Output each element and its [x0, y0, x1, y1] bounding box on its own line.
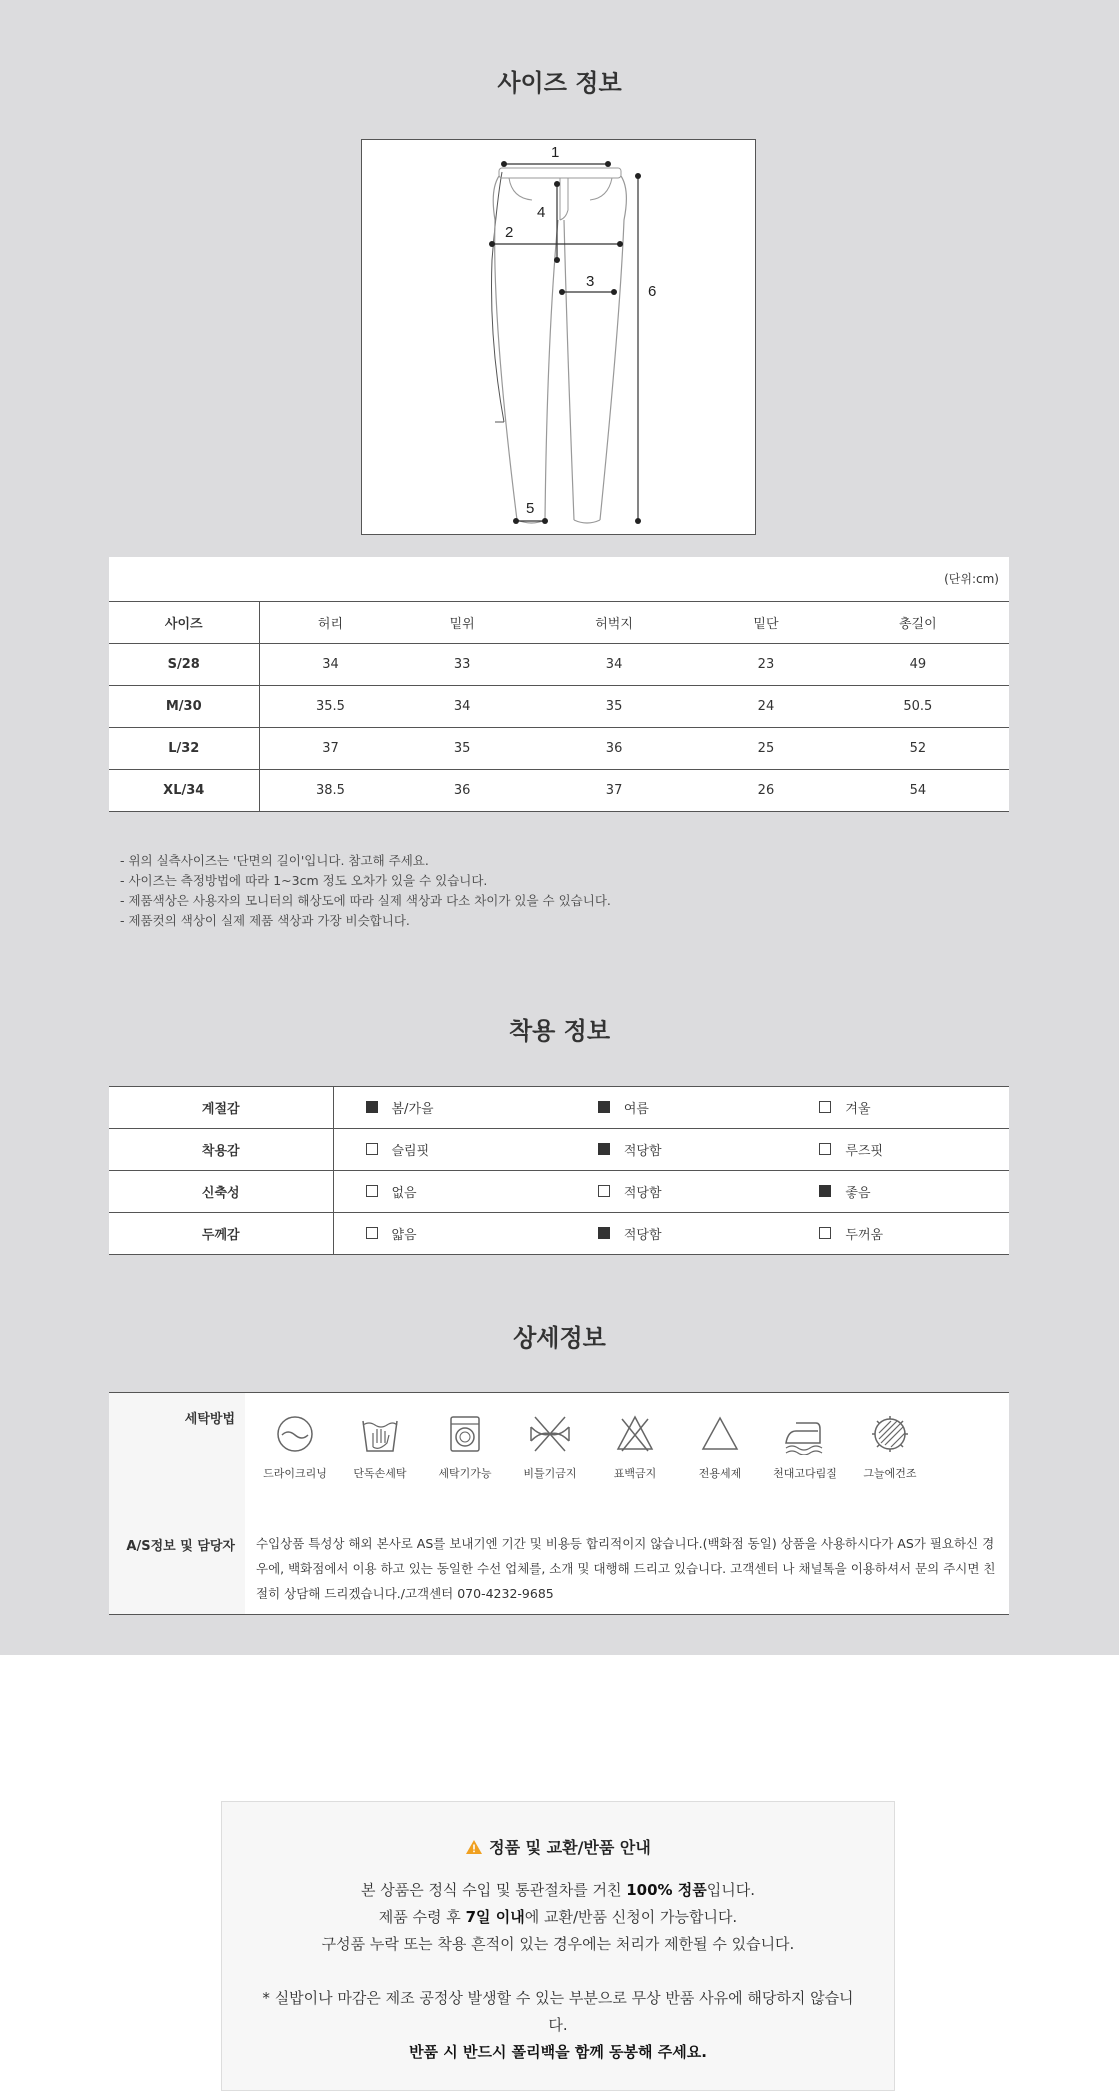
notice-text: 본 상품은 정식 수입 및 통관절차를 거친 [360, 1881, 627, 1899]
fit-row [109, 1129, 1009, 1171]
table-cell: 37 [523, 769, 705, 811]
table-cell: 35 [523, 685, 705, 727]
table-cell: L/32 [109, 727, 259, 769]
fit-option-item [819, 1140, 883, 1159]
measure-label-4: 4 [537, 204, 546, 221]
fit-option-label: 없음 [391, 1185, 417, 1201]
fit-option-item [366, 1224, 417, 1243]
size-section-title: 사이즈 정보 [497, 69, 622, 97]
fit-option-item [598, 1140, 662, 1159]
table-cell: 24 [705, 685, 827, 727]
fit-option [333, 1087, 566, 1129]
table-header: 허벅지 [523, 601, 705, 643]
table-cell: 33 [401, 643, 523, 685]
wash-icon-item [845, 1413, 935, 1481]
table-cell: 36 [401, 769, 523, 811]
table-row [109, 769, 1009, 811]
notice-line-5: 다. [548, 2016, 568, 2034]
notice-line-2 [222, 1906, 894, 1927]
detail-info-box [109, 1392, 1009, 1615]
fit-label: 계절감 [109, 1087, 333, 1129]
table-cell: 37 [259, 727, 401, 769]
fit-option-item [598, 1182, 662, 1201]
iron-icon [782, 1413, 828, 1455]
wash-icon-item [590, 1413, 680, 1481]
wash-icon-caption: 표백금지 [613, 1467, 657, 1480]
measure-label-2: 2 [505, 224, 514, 241]
hand-wash-icon [359, 1413, 401, 1455]
unchecked-box-icon [819, 1143, 831, 1155]
fit-option [333, 1129, 566, 1171]
shade-dry-icon [869, 1413, 911, 1455]
fit-option-label: 겨울 [845, 1101, 871, 1117]
fit-option [566, 1213, 788, 1255]
table-cell: 23 [705, 643, 827, 685]
table-cell: 26 [705, 769, 827, 811]
measure-label-3: 3 [586, 273, 595, 290]
size-table [109, 557, 1009, 812]
wash-method-label: 세탁방법 [184, 1412, 235, 1427]
unchecked-box-icon [366, 1143, 378, 1155]
checked-box-icon [366, 1101, 378, 1113]
checked-box-icon [598, 1143, 610, 1155]
unchecked-box-icon [366, 1227, 378, 1239]
table-cell: XL/34 [109, 769, 259, 811]
fit-option [787, 1213, 1009, 1255]
unchecked-box-icon [819, 1227, 831, 1239]
unchecked-box-icon [598, 1185, 610, 1197]
table-cell: S/28 [109, 643, 259, 685]
note-line: - 사이즈는 측정방법에 따라 1~3cm 정도 오차가 있을 수 있습니다. [120, 873, 488, 888]
wash-icon-caption: 그늘에건조 [863, 1467, 917, 1480]
return-notice-box [221, 1801, 895, 2091]
fit-option [787, 1129, 1009, 1171]
table-row [109, 643, 1009, 685]
table-cell: 34 [523, 643, 705, 685]
table-row [109, 685, 1009, 727]
table-header: 사이즈 [109, 601, 259, 643]
table-header: 총길이 [827, 601, 1009, 643]
washing-machine-icon [444, 1413, 486, 1455]
fit-option [333, 1171, 566, 1213]
table-row [109, 727, 1009, 769]
fit-row [109, 1213, 1009, 1255]
wash-icon-caption: 천대고다림질 [773, 1467, 837, 1480]
fit-table [109, 1086, 1009, 1255]
fit-option [566, 1171, 788, 1213]
fit-option-item [819, 1098, 870, 1117]
as-info-label: A/S정보 및 담당자 [126, 1539, 235, 1554]
table-cell: 34 [259, 643, 401, 685]
wash-icon-item [675, 1413, 765, 1481]
fit-section-title: 착용 정보 [508, 1017, 611, 1045]
table-cell: 49 [827, 643, 1009, 685]
note-line: - 위의 실측사이즈는 '단면의 길이'입니다. 참고해 주세요. [120, 853, 429, 868]
fit-label: 착용감 [109, 1129, 333, 1171]
size-notes [120, 851, 611, 931]
table-cell: 35 [401, 727, 523, 769]
fit-option-label: 적당함 [623, 1227, 662, 1243]
fit-row [109, 1171, 1009, 1213]
fit-option-item [366, 1140, 430, 1159]
table-header-row [109, 601, 1009, 643]
fit-option-item [598, 1098, 649, 1117]
fit-option [566, 1129, 788, 1171]
notice-text: 입니다. [706, 1881, 755, 1899]
fit-option [333, 1213, 566, 1255]
fit-option-label: 적당함 [623, 1185, 662, 1201]
warning-icon [465, 1839, 483, 1855]
notice-bold-text: 7일 이내 [465, 1908, 525, 1926]
wash-icon-item [760, 1413, 850, 1481]
pants-measurement-diagram [361, 139, 756, 535]
fit-option-label: 슬림핏 [391, 1143, 430, 1159]
checked-box-icon [598, 1227, 610, 1239]
table-cell: 36 [523, 727, 705, 769]
table-cell: 38.5 [259, 769, 401, 811]
measure-label-6: 6 [648, 283, 657, 300]
fit-option-label: 여름 [623, 1101, 649, 1117]
table-cell: 34 [401, 685, 523, 727]
wash-icon-item [335, 1413, 425, 1481]
detergent-icon [699, 1413, 741, 1455]
fit-option-item [819, 1224, 883, 1243]
fit-label: 신축성 [109, 1171, 333, 1213]
notice-line-1 [222, 1879, 894, 1900]
wash-icon-caption: 세탁기가능 [438, 1467, 492, 1480]
unchecked-box-icon [819, 1101, 831, 1113]
fit-option-item [598, 1224, 662, 1243]
wash-icon-item [250, 1413, 340, 1481]
table-cell: 54 [827, 769, 1009, 811]
table-cell: 52 [827, 727, 1009, 769]
table-cell: 35.5 [259, 685, 401, 727]
fit-option [566, 1087, 788, 1129]
table-cell: M/30 [109, 685, 259, 727]
fit-option-label: 봄/가을 [391, 1101, 434, 1117]
table-header: 허리 [259, 601, 401, 643]
wash-icon-item [505, 1413, 595, 1481]
table-cell: 25 [705, 727, 827, 769]
notice-line-4: * 실밥이나 마감은 제조 공정상 발생할 수 있는 부분으로 무상 반품 사유에 해당하지 않습니 [262, 1989, 854, 2007]
fit-option-label: 두꺼움 [845, 1227, 884, 1243]
unchecked-box-icon [366, 1185, 378, 1197]
measure-label-5: 5 [526, 500, 535, 517]
notice-bold-text: 100% 정품 [626, 1881, 707, 1899]
fit-option [787, 1087, 1009, 1129]
fit-option-label: 루즈핏 [845, 1143, 884, 1159]
fit-option-item [366, 1182, 417, 1201]
wash-icon-caption: 단독손세탁 [353, 1467, 407, 1480]
fit-option-item [819, 1182, 870, 1201]
checked-box-icon [598, 1101, 610, 1113]
measure-label-1: 1 [551, 144, 560, 161]
table-header: 밑위 [401, 601, 523, 643]
fit-option-label: 얇음 [391, 1227, 417, 1243]
notice-line-3: 구성품 누락 또는 착용 흔적이 있는 경우에는 처리가 제한될 수 있습니다. [321, 1935, 795, 1953]
fit-row [109, 1087, 1009, 1129]
no-bleach-icon [614, 1413, 656, 1455]
unit-label: (단위:cm) [944, 572, 999, 587]
fit-option-item [366, 1098, 434, 1117]
fit-label: 두께감 [109, 1213, 333, 1255]
note-line: - 제품컷의 색상이 실제 제품 색상과 가장 비슷합니다. [120, 913, 410, 928]
dry-clean-icon [274, 1413, 316, 1455]
fit-option [787, 1171, 1009, 1213]
table-cell: 50.5 [827, 685, 1009, 727]
table-header: 밑단 [705, 601, 827, 643]
wash-icon-caption: 전용세제 [698, 1467, 742, 1480]
notice-text: 제품 수령 후 [378, 1908, 466, 1926]
fit-option-label: 적당함 [623, 1143, 662, 1159]
wash-icon-caption: 비틀기금지 [523, 1467, 577, 1480]
note-line: - 제품색상은 사용자의 모니터의 해상도에 따라 실제 색상과 다소 차이가 있을 수 있습니다. [120, 893, 611, 908]
no-wring-icon [527, 1413, 573, 1455]
notice-line-6: 반품 시 반드시 폴리백을 함께 동봉해 주세요. [409, 2043, 707, 2061]
notice-title: 정품 및 교환/반품 안내 [489, 1838, 651, 1857]
as-info-text: 수입상품 특성상 해외 본사로 AS를 보내기엔 기간 및 비용등 합리적이지 않습니다.(백화점 동일) 상품을 사용하시다가 AS가 필요하신 경우에, 백화점에서 이용 하고 있는 동일한 수선 업체를, 소개 및 대행해 드리고 있습니다. 고객센터 나 채널톡을 이용하셔서 문의 주시면 친절히 상담해 드리겠습니다./고객센터 070-4232-9685 [256, 1536, 996, 1601]
fit-option-label: 좋음 [845, 1185, 871, 1201]
notice-title-row [222, 1835, 894, 1858]
notice-text: 에 교환/반품 신청이 가능합니다. [524, 1908, 738, 1926]
detail-section-title: 상세정보 [513, 1324, 606, 1352]
wash-icon-item [420, 1413, 510, 1481]
wash-icon-caption: 드라이크리닝 [263, 1467, 327, 1480]
checked-box-icon [819, 1185, 831, 1197]
